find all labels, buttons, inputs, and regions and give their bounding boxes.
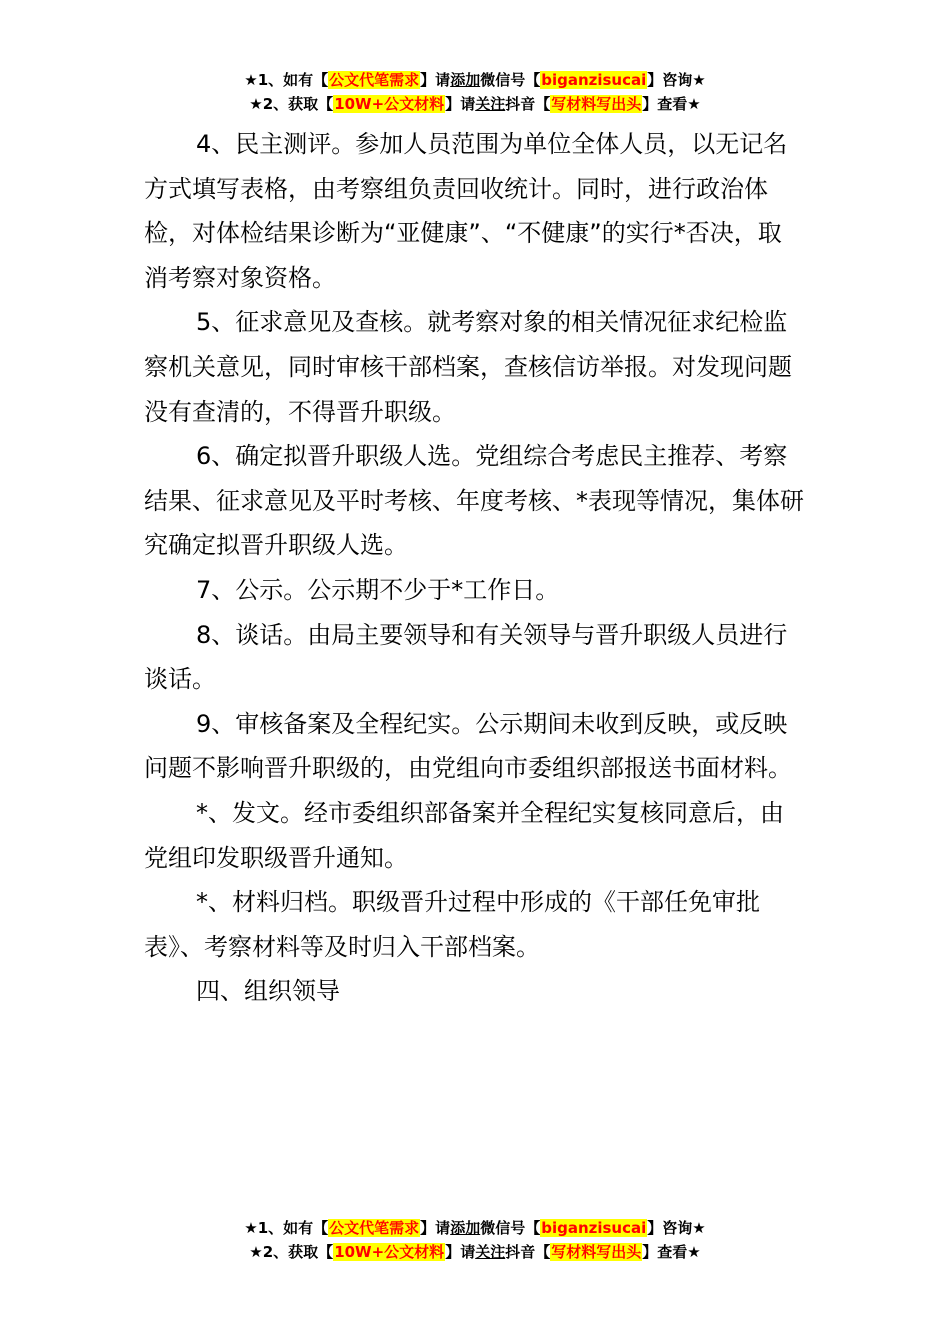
paragraph-democratic-evaluation: 4、民主测评。参加人员范围为单位全体人员，以无记名方式填写表格，由考察组负责回收统计。同时，进行政治体检，对体检结果诊断为“亚健康”、“不健康”的实行*否决，取消考察对象资格。	[144, 130, 788, 292]
highlight-materials: 10W+公文材料	[334, 1243, 445, 1261]
document-body	[144, 122, 804, 1014]
header-banner	[0, 68, 950, 116]
highlight-service: 公文代笔需求	[329, 1219, 420, 1237]
highlight-materials: 10W+公文材料	[334, 95, 445, 113]
paragraph-publicity: 7、公示。公示期不少于*工作日。	[196, 575, 560, 604]
section-heading-leadership: 四、组织领导	[196, 977, 340, 1006]
paragraph-archiving: *、材料归档。职级晋升过程中形成的《干部任免审批表》、考察材料等及时归入干部档案。	[144, 888, 760, 961]
highlight-wechat-id: biganzisucai	[541, 71, 647, 89]
banner-line-2: ★2、获取【10W+公文材料】请关注抖音【写材料写出头】查看★	[249, 95, 701, 113]
paragraph-talk: 8、谈话。由局主要领导和有关领导与晋升职级人员进行谈话。	[144, 620, 788, 694]
banner-line-1: ★1、如有【公文代笔需求】请添加微信号【biganzisucai】咨询★	[244, 1219, 706, 1237]
highlight-service: 公文代笔需求	[329, 71, 420, 89]
footer-banner	[0, 1216, 950, 1264]
highlight-douyin: 写材料写出头	[551, 1243, 642, 1261]
highlight-wechat-id: biganzisucai	[541, 1219, 647, 1237]
paragraph-determine-candidates: 6、确定拟晋升职级人选。党组综合考虑民主推荐、考察结果、征求意见及平时考核、年度考核、*表现等情况，集体研究确定拟晋升职级人选。	[144, 442, 804, 560]
banner-line-2: ★2、获取【10W+公文材料】请关注抖音【写材料写出头】查看★	[249, 1243, 701, 1261]
banner-line-1: ★1、如有【公文代笔需求】请添加微信号【biganzisucai】咨询★	[244, 71, 706, 89]
paragraph-solicit-opinions: 5、征求意见及查核。就考察对象的相关情况征求纪检监察机关意见，同时审核干部档案，查核信访举报。对发现问题没有查清的，不得晋升职级。	[144, 308, 792, 426]
paragraph-review-filing: 9、审核备案及全程纪实。公示期间未收到反映，或反映问题不影响晋升职级的，由党组向市委组织部报送书面材料。	[144, 709, 792, 783]
paragraph-issue-notice: *、发文。经市委组织部备案并全程纪实复核同意后，由党组印发职级晋升通知。	[144, 798, 784, 872]
highlight-douyin: 写材料写出头	[551, 95, 642, 113]
